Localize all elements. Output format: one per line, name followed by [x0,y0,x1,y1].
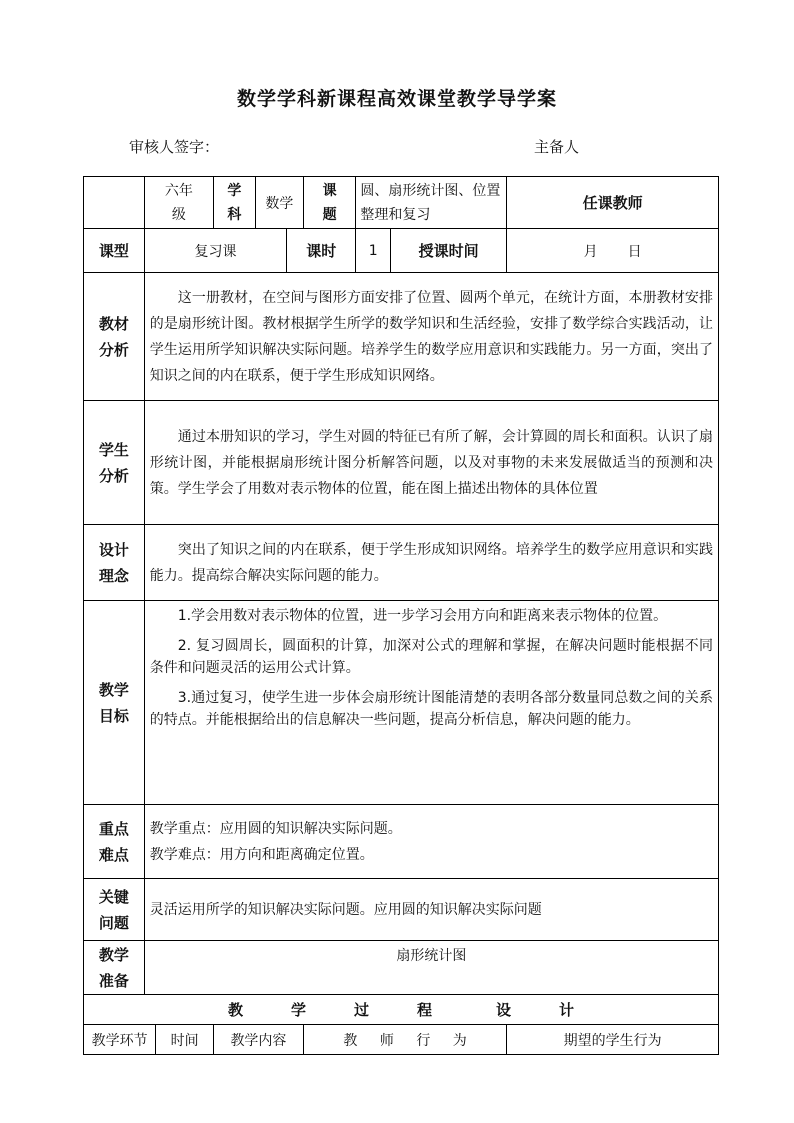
grade-cell: 六年级 [144,177,213,229]
preparation-text: 扇形统计图 [144,941,718,995]
course-type-row [84,229,719,273]
reviewer-signature-label: 审核人签字： [129,138,220,156]
process-title-row [84,995,719,1025]
objectives-text [144,601,718,805]
type-label: 课型 [84,229,145,273]
design-concept-text: 突出了知识之间的内在联系，便于学生形成知识网络。培养学生的数学应用意识和实践能力。提高综合解决实际问题的能力。 [144,525,718,601]
header-row [84,177,719,229]
objectives-row [84,601,719,805]
preparation-label: 教学准备 [84,941,145,995]
page-title: 数学学科新课程高效课堂教学导学案 [236,88,557,110]
preparer-label: 主备人 [534,138,580,156]
month-label: 月 [583,243,598,260]
hours-label: 课时 [287,229,356,273]
design-concept-label: 设计理念 [84,525,145,601]
student-analysis-row [84,401,719,525]
teacher-label-cell: 任课教师 [507,177,719,229]
col-student-behavior: 期望的学生行为 [507,1025,719,1055]
textbook-analysis-text: 这一册教材，在空间与图形方面安排了位置、圆两个单元，在统计方面，本册教材安排的是扇形统计图。教材根据学生所学的数学知识和生活经验，安排了数学综合实践活动，让学生运用所学知识解决实际问题。培养学生的数学应用意识和实践能力。另一方面，突出了知识之间的内在联系，便于学生形成知识网络。 [144,273,718,401]
focus-line: 教学重点：应用圆的知识解决实际问题。 [149,820,402,837]
col-time: 时间 [156,1025,214,1055]
student-analysis-text: 通过本册知识的学习，学生对圆的特征已有所了解，会计算圆的周长和面积。认识了扇形统计图，并能根据扇形统计图分析解答问题，以及对事物的未来发展做适当的预测和决策。学生学会了用数对表示物体的位置，能在图上描述出物体的具体位置 [144,401,718,525]
key-points-row [84,805,719,879]
col-teacher-behavior: 教 师 行 为 [303,1025,506,1055]
topic-label-cell: 课题 [303,177,355,229]
subject-cell: 数学 [255,177,303,229]
objective-item: 1.学会用数对表示物体的位置，进一步学习会用方向和距离来表示物体的位置。 [177,608,668,624]
process-header-row [84,1025,719,1055]
preparation-row [84,941,719,995]
date-cell [507,229,719,273]
design-concept-row [84,525,719,601]
hours-value: 1 [356,229,391,273]
subject-label-cell: 学科 [213,177,255,229]
critical-issues-row [84,879,719,941]
topic-cell: 圆、扇形统计图、位置整理和复习 [356,177,507,229]
key-points-text [144,805,718,879]
blank-cell [84,177,145,229]
time-label: 授课时间 [390,229,506,273]
lesson-plan-table [83,176,719,1055]
day-label: 日 [627,243,642,260]
student-analysis-label: 学生分析 [84,401,145,525]
col-content: 教学内容 [213,1025,303,1055]
key-points-label: 重点难点 [84,805,145,879]
type-value: 复习课 [144,229,286,273]
textbook-analysis-row [84,273,719,401]
objective-item: 3.通过复习，使学生进一步体会扇形统计图能清楚的表明各部分数量同总数之间的关系的特点。并能根据给出的信息解决一些问题，提高分析信息，解决问题的能力。 [149,690,713,728]
col-stage: 教学环节 [84,1025,156,1055]
textbook-analysis-label: 教材分析 [84,273,145,401]
objective-item: 2. 复习圆周长，圆面积的计算，加深对公式的理解和掌握，在解决问题时能根据不同条件和问题灵活的运用公式计算。 [149,638,713,676]
objectives-label: 教学目标 [84,601,145,805]
difficulty-line: 教学难点：用方向和距离确定位置。 [149,846,374,863]
critical-issues-label: 关键问题 [84,879,145,941]
process-title: 教 学 过 程 设 计 [84,995,719,1025]
critical-issues-text: 灵活运用所学的知识解决实际问题。应用圆的知识解决实际问题 [144,879,718,941]
